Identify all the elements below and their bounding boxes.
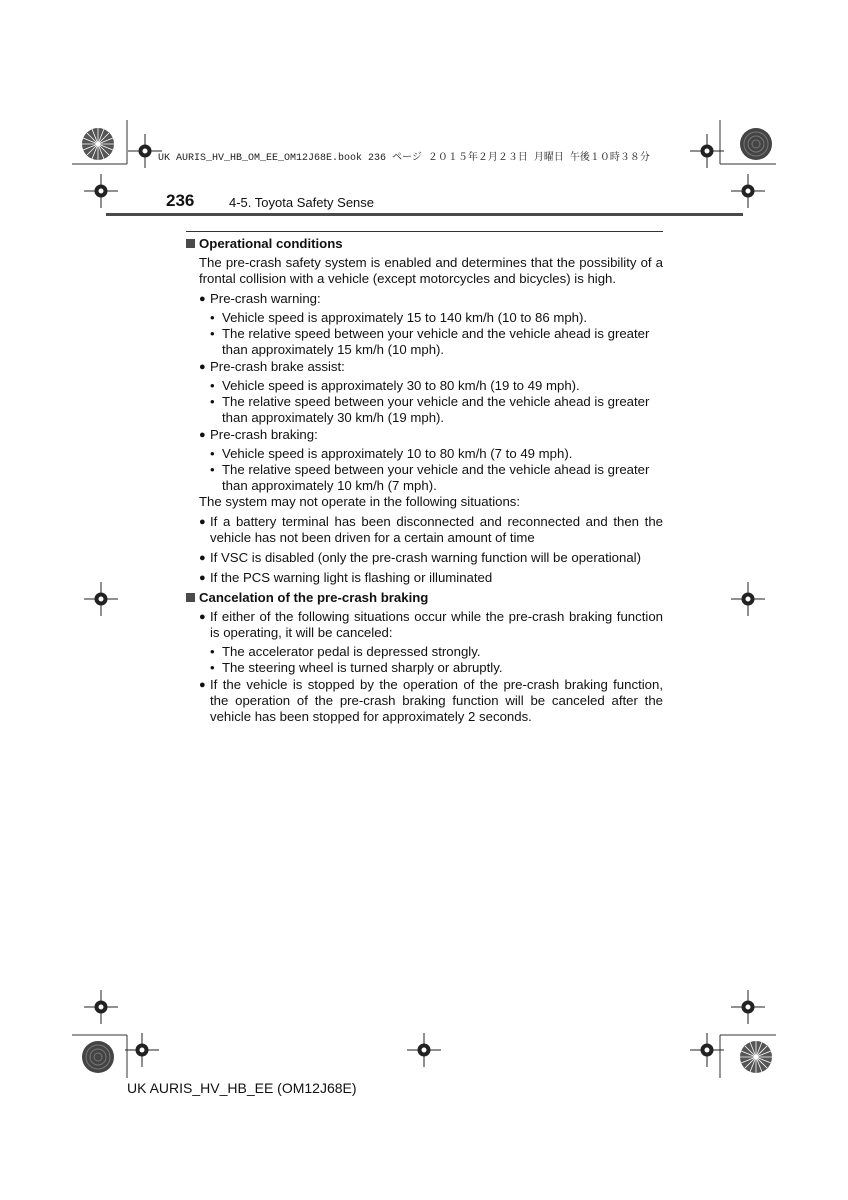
dot-bullet-icon: ●	[199, 361, 206, 373]
crosshair-target-left-middle	[84, 582, 118, 616]
crosshair-target-right-upper	[731, 174, 765, 208]
list-item: ● If a battery terminal has been disconnected and reconnected and then the vehicle has not been driven for a certain amount of time	[199, 514, 663, 545]
crosshair-target-bottom-center	[407, 1033, 441, 1067]
starburst-mark-bottom-right	[738, 1039, 774, 1075]
bullet-icon: •	[210, 326, 215, 341]
crosshair-target-left-upper	[84, 174, 118, 208]
bullet-icon: •	[210, 462, 215, 477]
list-item: • The relative speed between your vehicle and the vehicle ahead is greater than approximately 10 km/h (7 mph).	[210, 462, 650, 493]
dot-bullet-icon: ●	[199, 572, 206, 584]
section-title: 4-5. Toyota Safety Sense	[229, 195, 375, 210]
list-item: • The steering wheel is turned sharply or abruptly.	[210, 660, 503, 675]
starburst-mark-top-left	[80, 126, 116, 162]
dot-bullet-icon: ●	[199, 679, 206, 691]
dot-bullet-icon: ●	[199, 293, 206, 305]
list-item: • Vehicle speed is approximately 15 to 140 km/h (10 to 86 mph).	[210, 310, 588, 325]
not-operate-intro: The system may not operate in the following situations:	[199, 494, 521, 509]
bullet-icon: •	[210, 310, 215, 325]
list-item: • The relative speed between your vehicle and the vehicle ahead is greater than approximately 15 km/h (10 mph).	[210, 326, 650, 357]
square-bullet-icon	[186, 239, 195, 248]
list-item: ● If either of the following situations occur while the pre-crash braking function is operating, it will be canceled:	[199, 609, 663, 640]
square-bullet-icon	[186, 593, 195, 602]
crosshair-target-bottom-left	[125, 1033, 159, 1067]
list-item: • The accelerator pedal is depressed strongly.	[210, 644, 481, 659]
footer-model-code: UK AURIS_HV_HB_EE (OM12J68E)	[127, 1080, 357, 1096]
list-item: ● If VSC is disabled (only the pre-crash warning function will be operational)	[199, 550, 642, 565]
dot-bullet-icon: ●	[199, 611, 206, 623]
cancelation-heading: Cancelation of the pre-crash braking	[186, 590, 663, 606]
list-item: ● Pre-crash brake assist:	[199, 359, 345, 374]
bullet-icon: •	[210, 446, 215, 461]
page-content	[186, 231, 663, 725]
crosshair-target-top-left	[128, 134, 162, 168]
list-item: ● If the vehicle is stopped by the operation of the pre-crash braking function, the operation of the pre-crash braking function will be canceled after the vehicle has been stopped for approximately 2 seconds.	[199, 677, 663, 724]
list-item: • Vehicle speed is approximately 10 to 80 km/h (7 to 49 mph).	[210, 446, 573, 461]
starburst-mark-top-right	[738, 126, 774, 162]
crosshair-target-right-middle	[731, 582, 765, 616]
header-rule	[106, 213, 743, 216]
crosshair-target-top-right	[690, 134, 724, 168]
starburst-mark-bottom-left	[80, 1039, 116, 1075]
print-header: UK AURIS_HV_HB_OM_EE_OM12J68E.book 236 ページ ２０１５年２月２３日 月曜日 午後１０時３８分	[158, 153, 650, 164]
operational-conditions-heading: Operational conditions	[186, 231, 663, 252]
crosshair-target-left-lower	[84, 990, 118, 1024]
crosshair-target-right-lower	[731, 990, 765, 1024]
bullet-icon: •	[210, 644, 215, 659]
dot-bullet-icon: ●	[199, 552, 206, 564]
list-item: ● If the PCS warning light is flashing or illuminated	[199, 570, 493, 585]
page-number: 236	[166, 191, 195, 210]
list-item: ● Pre-crash braking:	[199, 427, 318, 442]
dot-bullet-icon: ●	[199, 429, 206, 441]
list-item: • Vehicle speed is approximately 30 to 80 km/h (19 to 49 mph).	[210, 378, 580, 393]
dot-bullet-icon: ●	[199, 516, 206, 528]
bullet-icon: •	[210, 394, 215, 409]
bullet-icon: •	[210, 660, 215, 675]
crosshair-target-bottom-right	[690, 1033, 724, 1067]
list-item: • The relative speed between your vehicle and the vehicle ahead is greater than approximately 30 km/h (19 mph).	[210, 394, 650, 425]
operational-intro: The pre-crash safety system is enabled and determines that the possibility of a frontal collision with a vehicle (except motorcycles and bicycles) is high.	[199, 255, 663, 286]
list-item: ● Pre-crash warning:	[199, 291, 321, 306]
bullet-icon: •	[210, 378, 215, 393]
